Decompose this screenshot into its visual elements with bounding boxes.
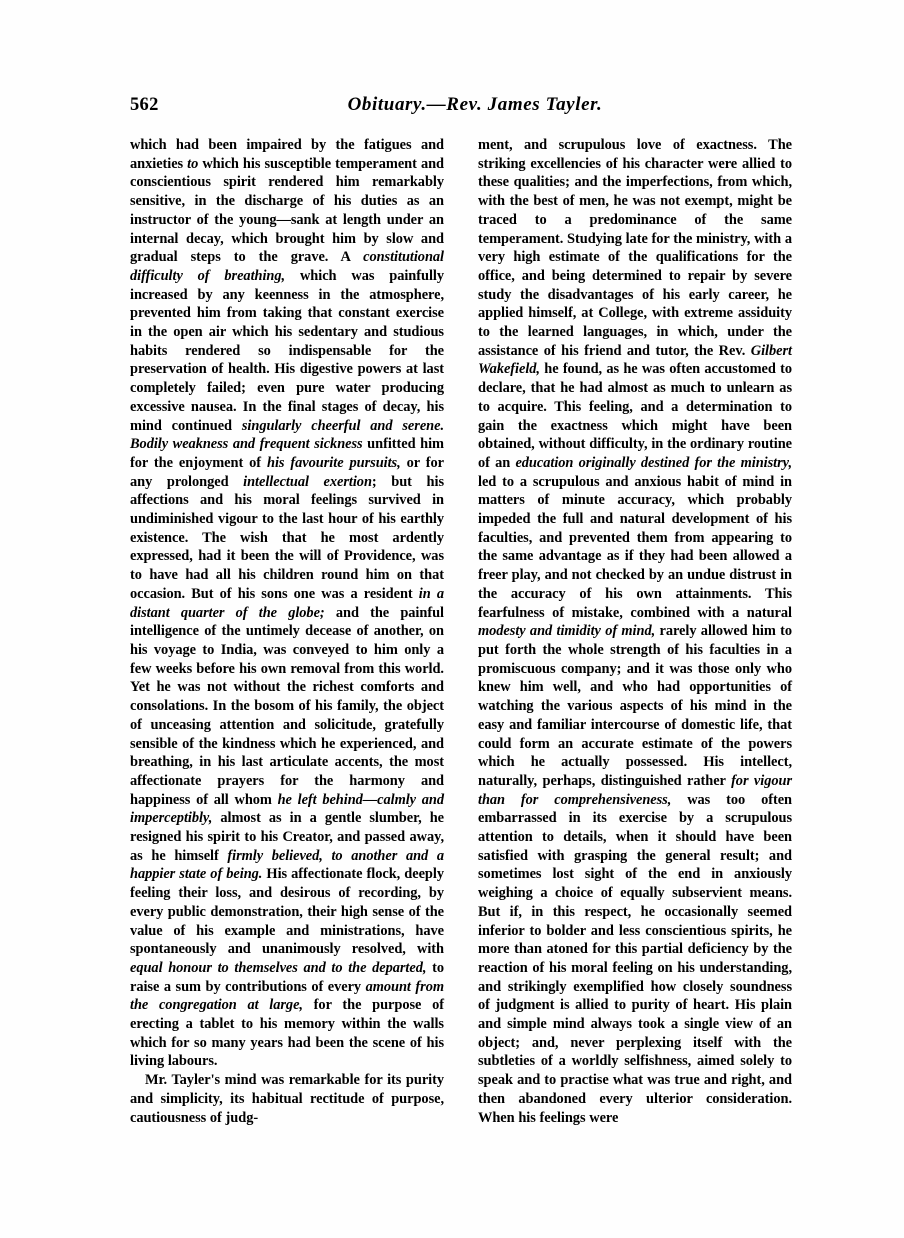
emphasised-text: in a distant quarter of the globe; xyxy=(130,585,444,621)
emphasised-text: modesty and timidity of mind, xyxy=(478,623,656,640)
page-number: 562 xyxy=(130,95,159,115)
left-column-text xyxy=(130,136,444,1127)
emphasised-text: for vigour than for comprehensiveness, xyxy=(478,772,792,808)
body-text: which had been impaired by the fatigues and anxieties xyxy=(130,137,444,172)
body-text: was too often embarrassed in its exercise by a scrupulous attention to details, when it should have been satisfied with grasping the general result; and sometimes lost sight of the end in anxiously weighing a choice of equally subservient means. But if, in this respect, he occasionally seemed inferior to bolder and less conscientious spirits, he more than atoned for this partial deficiency by the reaction of his moral feeling on his understanding, and strikingly exemplified how closely soundness of judgment is allied to purity of heart. His plain and simple mind always took a single view of an object; and, never perplexing itself with the subtleties of a worldly selfishness, aimed solely to speak and to practise what was true and right, and then abandoned every ulterior consideration. When his feelings were xyxy=(478,791,793,1126)
emphasised-text: education originally destined for the ministry, xyxy=(515,454,793,471)
emphasised-text: amount from the congregation at large, xyxy=(130,978,444,1014)
body-text: almost as in a gentle slumber, he resigned his spirit to his Creator, and passed away, as he himself xyxy=(130,810,444,864)
left-column xyxy=(130,136,444,1127)
emphasised-text: singularly cheerful and serene. xyxy=(241,417,444,434)
body-text: and the painful intelligence of the untimely decease of another, on his voyage to India, was conveyed to him only a few weeks before his own removal from this world. Yet he was not without the richest comforts and consolations. In the bosom of his family, the object of unceasing attention and solicitude, gratefully sensible of the kindness which he experienced, and breathing, in his last articulate accents, the most affectionate prayers for the harmony and happiness of all whom xyxy=(130,604,444,808)
right-column-text xyxy=(478,136,792,1127)
body-text: unfitted him for the enjoyment of xyxy=(130,436,444,471)
paragraph xyxy=(130,136,444,1071)
body-text: to raise a sum by contributions of every xyxy=(130,959,444,995)
body-text: which his susceptible temperament and conscientious spirit rendered him remarkably sensitive, in the discharge of his duties as an instructor of the young—sank at length under an internal decay, which brought him by slow and gradual steps to the grave. A xyxy=(130,155,444,266)
emphasised-text: intellectual exertion xyxy=(243,473,372,490)
running-title: Obituary.—Rev. James Tayler. xyxy=(347,94,603,115)
emphasised-text: to xyxy=(187,155,199,172)
emphasised-text: equal honour to themselves and to the departed, xyxy=(130,959,427,976)
emphasised-text: constitutional difficulty of breathing, xyxy=(130,249,444,284)
emphasised-text: firmly believed, to another and a happier state of being. xyxy=(130,847,444,883)
body-text: for the purpose of erecting a tablet to his memory within the walls which for so many years had been the scene of his living labours. xyxy=(130,997,444,1070)
emphasised-text: his favourite pursuits, xyxy=(267,454,401,471)
two-column-body xyxy=(130,136,792,1127)
body-text: ment, and scrupulous love of exactness. The striking excellencies of his character were allied to these qualities; and the imperfections, from which, with the best of men, he was not exempt, might be traced to a predominance of the same temperament. Studying late for the ministry, with a very high estimate of the qualifications for the office, and being determined to repair by severe study the disadvantages of his early career, he applied himself, at College, with extreme assiduity to the learned languages, in which, under the assistance of his friend and tutor, the Rev. xyxy=(478,137,792,359)
body-text: His affectionate flock, deeply feeling their loss, and desirous of recording, by every public demonstration, their high sense of the value of his example and ministrations, have spontaneously and unanimously resolved, with xyxy=(130,866,444,958)
emphasised-text: Gilbert Wakefield, xyxy=(478,342,792,378)
body-text: which was painfully increased by any keenness in the atmosphere, prevented him from taking that constant exercise in the open air which his sedentary and studious habits rendered so indispensable for the preservation of health. His digestive powers at last completely failed; even pure water producing excessive nausea. In the final stages of decay, his mind continued xyxy=(130,267,444,434)
body-text: rarely allowed him to put forth the whole strength of his faculties in a promiscuous company; and it was those only who knew him well, and who had opportunities of watching the various aspects of his mind in the easy and familiar intercourse of domestic life, that could form an accurate estimate of the powers which he actually possessed. His intellect, naturally, perhaps, distinguished rather xyxy=(478,623,792,789)
page-header xyxy=(130,93,790,119)
right-column xyxy=(478,136,792,1127)
body-text: or for any prolonged xyxy=(130,454,445,490)
body-text: ; but his affections and his moral feelings survived in undiminished vigour to the last hour of his earthly existence. The wish that he most ardently expressed, had it been the will of Providence, was to have had all his children round him on that occasion. But of his sons one was a resident xyxy=(130,473,444,602)
body-text: Mr. Tayler's mind was remarkable for its purity and simplicity, its habitual rectitude of purpose, cautiousness of judg- xyxy=(130,1072,444,1126)
emphasised-text: Bodily weakness and frequent sickness xyxy=(130,436,363,453)
body-text: he found, as he was often accustomed to declare, that he had almost as much to unlearn as to acquire. This feeling, and a determination to gain the exactness which might have been obtained, without difficulty, in the ordinary routine of an xyxy=(478,361,792,471)
paragraph xyxy=(130,1071,444,1127)
body-text: led to a scrupulous and anxious habit of mind in matters of minute accuracy, which probably impeded the full and natural development of his faculties, and prevented them from appearing to the same advantage as if they had been allowed a freer play, and not checked by an undue distrust in the accuracy of his own attainments. This fearfulness of mistake, combined with a natural xyxy=(478,473,792,621)
paragraph xyxy=(478,136,792,1127)
emphasised-text: he left behind—calmly and imperceptibly, xyxy=(130,791,444,827)
